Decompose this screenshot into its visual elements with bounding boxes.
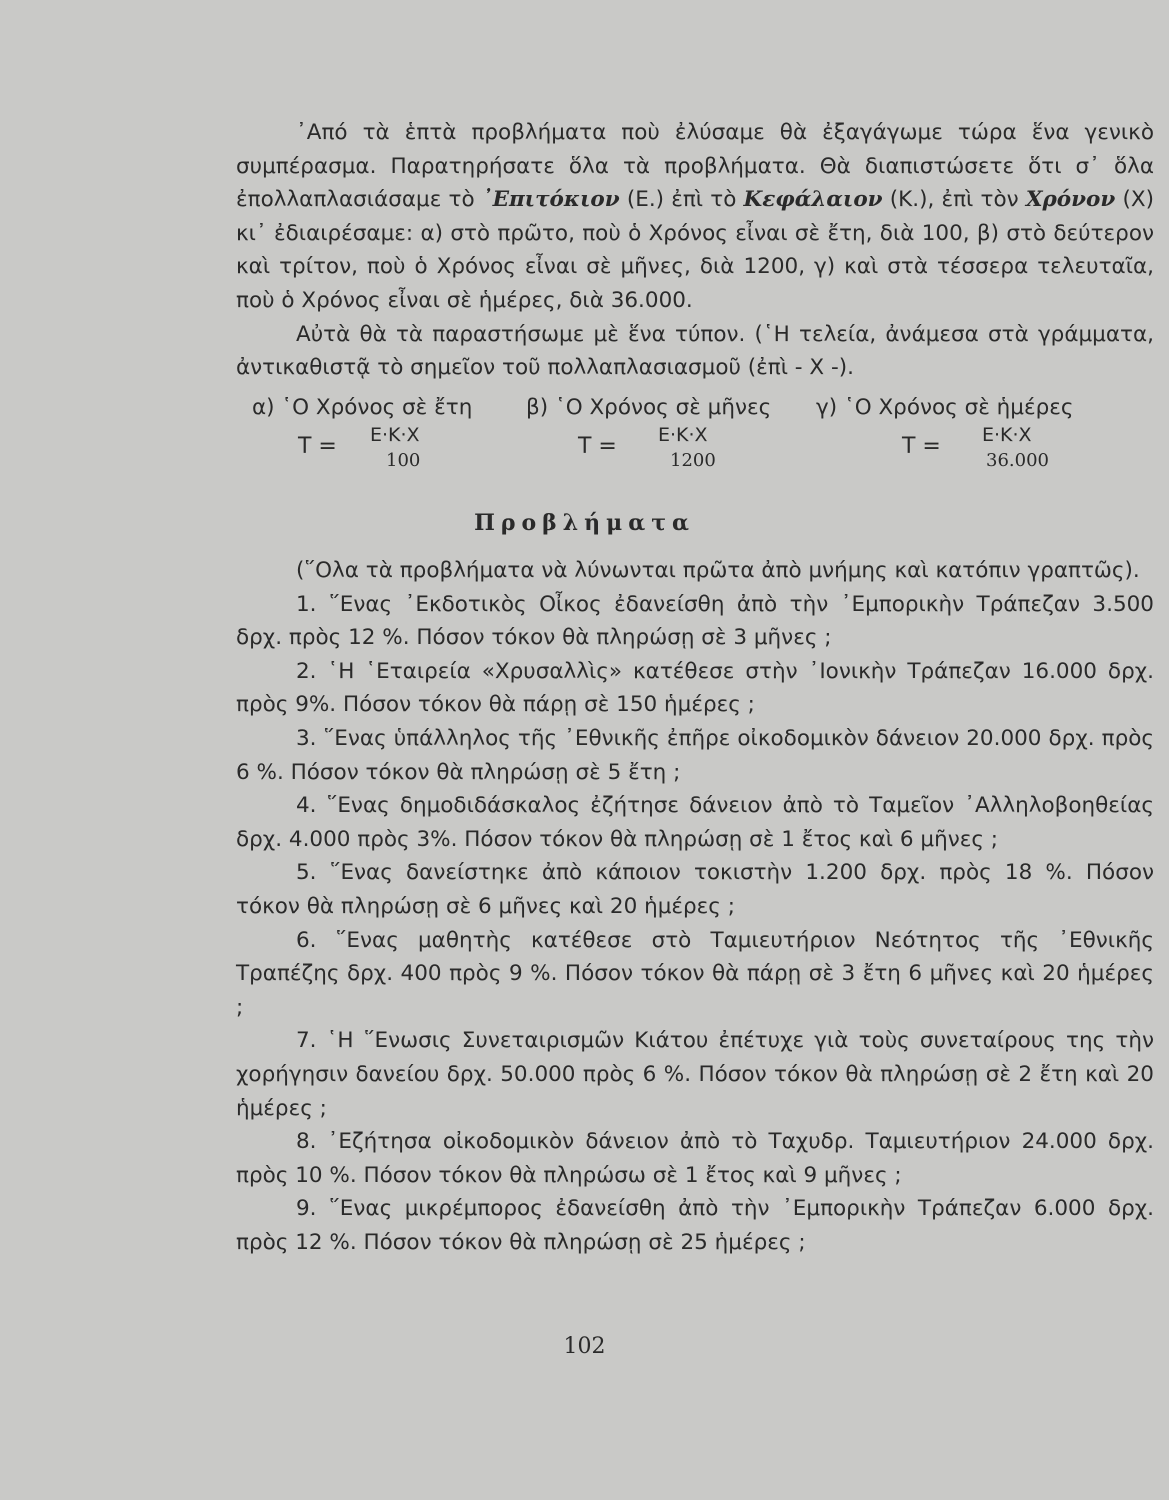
- problem-item: 9. ῞Ενας μικρέμπορος ἐδανείσθη ἀπὸ τὴν ᾿Εμπορικὴν Τράπεζαν 6.000 δρχ. πρὸς 12 %. Πόσον τόκον θὰ πληρώσῃ σὲ 25 ἡμέρες ;: [236, 1196, 1154, 1255]
- problem-item: 6. ῞Ενας μαθητὴς κατέθεσε στὸ Ταμιευτήριον Νεότητος τῆς ᾿Εθνικῆς Τραπέζης δρχ. 400 πρὸς 9 %. Πόσον τόκον θὰ πάρῃ σὲ 3 ἔτη 6 μῆνες καὶ 20 ἡμέρες ;: [236, 927, 1154, 1020]
- problem-item: 8. ᾿Εζήτησα οἰκοδομικὸν δάνειον ἀπὸ τὸ Ταχυδρ. Ταμιευτήριον 24.000 δρχ. πρὸς 10 %. Πόσον τόκον θὰ πληρώσω σὲ 1 ἔτος καὶ 9 μῆνες ;: [236, 1129, 1154, 1188]
- intro-paragraph-2: Αὐτὰ θὰ τὰ παραστήσωμε μὲ ἕνα τύπον. (῾Η τελεία, ἀνάμεσα στὰ γράμματα, ἀντικαθιστᾷ τὸ σημεῖον τοῦ πολλαπλασιασμοῦ (ἐπὶ - Χ -).: [236, 321, 1154, 381]
- term-interest-rate: ᾿Επιτόκιον: [481, 187, 620, 213]
- formula-row: [236, 395, 1154, 485]
- instruction-note: (῞Ολα τὰ προβλήματα νὰ λύνωνται πρῶτα ἀπὸ μνήμης καὶ κατόπιν γραπτῶς).: [296, 558, 1140, 583]
- formula-denominator: 100: [386, 450, 421, 471]
- problem-item: 2. ῾Η ῾Εταιρεία «Χρυσαλλὶς» κατέθεσε στὴν ᾿Ιονικὴν Τράπεζαν 16.000 δρχ. πρὸς 9%. Πόσον τόκον θὰ πάρῃ σὲ 150 ἡμέρες ;: [236, 658, 1154, 718]
- intro-section: [236, 116, 1154, 385]
- problem-item: 4. ῞Ενας δημοδιδάσκαλος ἐζήτησε δάνειον ἀπὸ τὸ Ταμεῖον ᾿Αλληλοβοηθείας δρχ. 4.000 πρὸς 3%. Πόσον τόκον θὰ πληρώσῃ σὲ 1 ἔτος καὶ 6 μῆνες ;: [236, 793, 1154, 852]
- term-capital: Κεφάλαιον: [743, 187, 883, 213]
- intro-paragraph-1: [236, 116, 1154, 318]
- problem-item: 3. ῞Ενας ὑπάλληλος τῆς ᾿Εθνικῆς ἐπῆρε οἰκοδομικὸν δάνειον 20.000 δρχ. πρὸς 6 %. Πόσον τόκον θὰ πληρώσῃ σὲ 5 ἔτη ;: [236, 725, 1154, 785]
- intro-text-mid2: (Κ.), ἐπὶ τὸν: [882, 187, 1026, 213]
- problem-item: 7. ῾Η ῞Ενωσις Συνεταιρισμῶν Κιάτου ἐπέτυχε γιὰ τοὺς συνεταίρους της τὴν χορήγησιν δανείου δρχ. 50.000 πρὸς 6 %. Πόσον τόκον θὰ πληρώσῃ σὲ 2 ἔτη καὶ 20 ἡμέρες ;: [236, 1028, 1154, 1121]
- formula-numerator: Ε·Κ·Χ: [658, 424, 708, 446]
- intro-text-mid1: (Ε.) ἐπὶ τὸ: [619, 187, 744, 213]
- problems-list: [236, 554, 1154, 1259]
- problem-item: 5. ῞Ενας δανείστηκε ἀπὸ κάποιον τοκιστὴν 1.200 δρχ. πρὸς 18 %. Πόσον τόκον θὰ πληρώσῃ σὲ 6 μῆνες καὶ 20 ἡμέρες ;: [236, 860, 1154, 919]
- formula-numerator: Ε·Κ·Χ: [982, 424, 1032, 446]
- intro-text-end: (Χ) κι᾿ ἐδιαιρέσαμε: α) στὸ πρῶτο, ποὺ ὁ Χρόνος εἶναι σὲ ἔτη, διὰ 100, β) στὸ δεύτερον καὶ τρίτον, ποὺ ὁ Χρόνος εἶναι σὲ μῆνες, διὰ 1200, γ) καὶ στὰ τέσσερα τελευταῖα, ποὺ ὁ Χρόνος εἶναι σὲ ἡμέρες, διὰ 36.000.: [236, 187, 1154, 313]
- formula-denominator: 36.000: [986, 450, 1049, 471]
- formula-label-months: β) ῾Ο Χρόνος σὲ μῆνες: [526, 395, 772, 420]
- formula-label-days: γ) ῾Ο Χρόνος σὲ ἡμέρες: [816, 395, 1074, 420]
- formula-lhs: Τ =: [298, 434, 337, 459]
- problem-item: 1. ῞Ενας ᾿Εκδοτικὸς Οἶκος ἐδανείσθη ἀπὸ τὴν ᾿Εμπορικὴν Τράπεζαν 3.500 δρχ. πρὸς 12 %. Πόσον τόκον θὰ πληρώσῃ σὲ 3 μῆνες ;: [236, 591, 1154, 651]
- formula-lhs: Τ =: [578, 434, 617, 459]
- page-number: 102: [563, 1334, 606, 1359]
- formula-denominator: 1200: [670, 450, 716, 471]
- formula-lhs: Τ =: [902, 434, 941, 459]
- formula-numerator: Ε·Κ·Χ: [370, 424, 420, 446]
- formula-label-years: α) ῾Ο Χρόνος σὲ ἔτη: [252, 395, 473, 420]
- section-heading: Προβλήματα: [474, 510, 695, 536]
- intro-text-start: ᾿Από τὰ ἑπτὰ προβλήματα ποὺ ἐλύσαμε θὰ ἐξαγάγωμε τώρα ἕνα γενικὸ συμπέρασμα. Παρατηρήσατε ὅλα τὰ προβλήματα. Θὰ διαπιστώσετε ὅτι σ᾿ ὅλα ἐπολλαπλασιάσαμε τὸ: [236, 120, 1154, 213]
- term-time: Χρόνον: [1025, 187, 1116, 213]
